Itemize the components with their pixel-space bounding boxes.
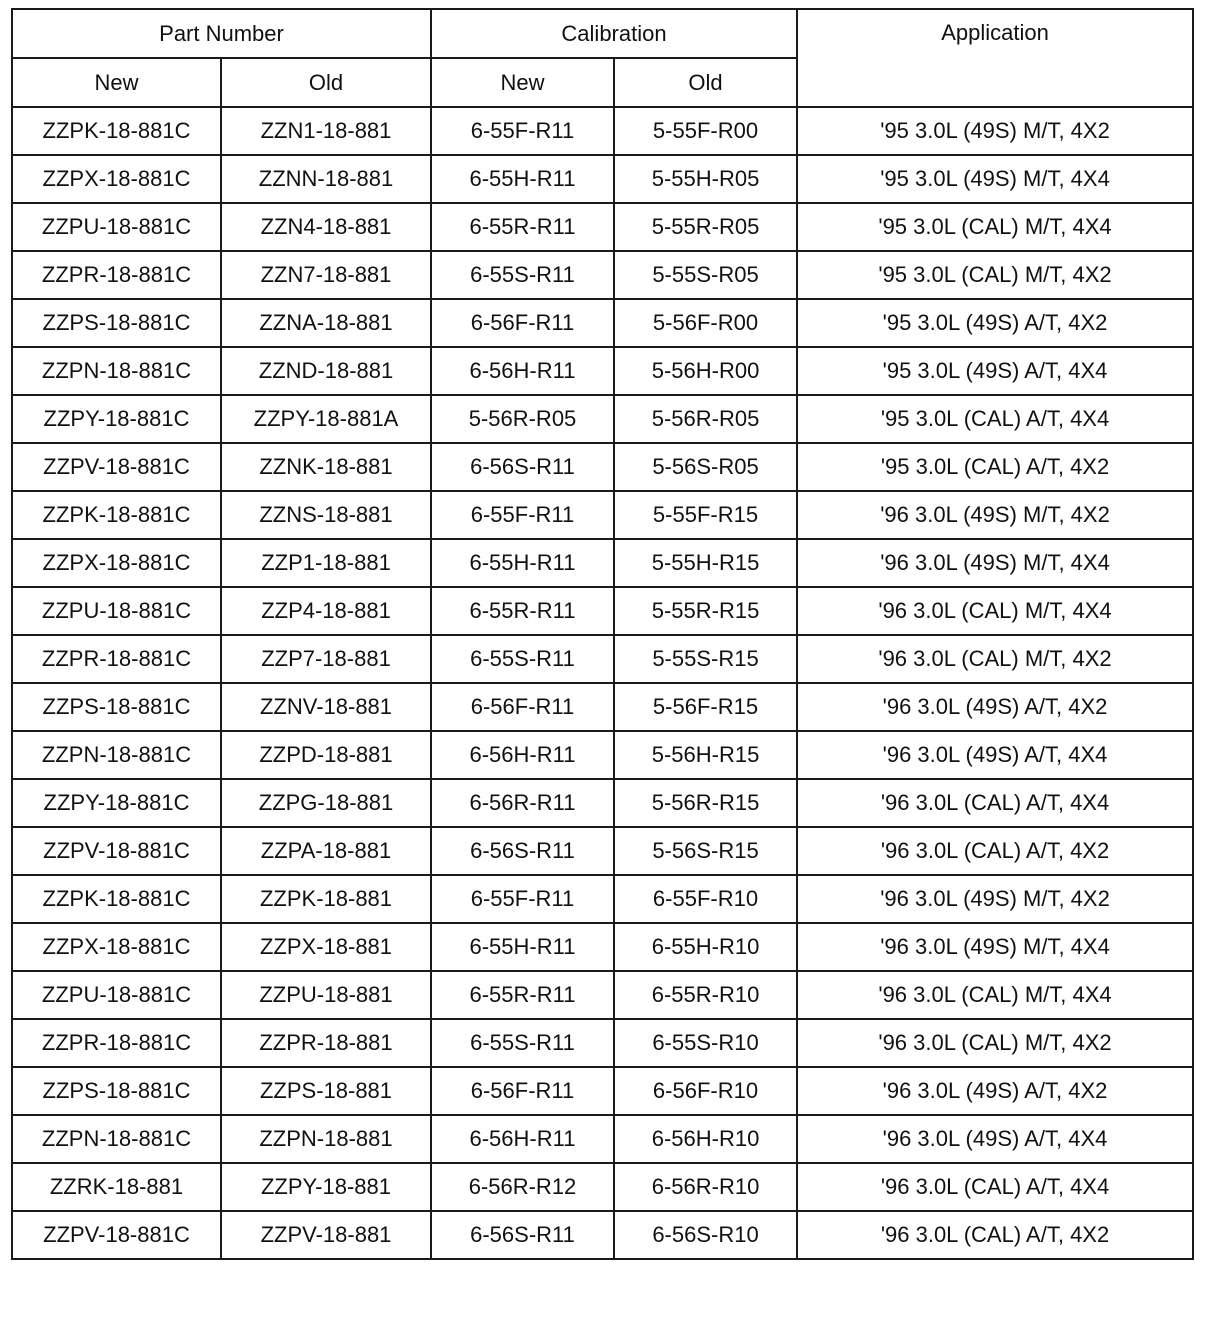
old-calibration-cell: 5-55R-R15: [614, 587, 797, 635]
application-cell: '95 3.0L (49S) A/T, 4X2: [797, 299, 1193, 347]
new-part-number-cell: ZZPY-18-881C: [12, 395, 221, 443]
new-part-number-cell: ZZPS-18-881C: [12, 299, 221, 347]
application-cell: '96 3.0L (49S) A/T, 4X4: [797, 731, 1193, 779]
application-cell: '95 3.0L (49S) M/T, 4X2: [797, 107, 1193, 155]
table-row: [12, 491, 1193, 539]
application-cell: '96 3.0L (49S) M/T, 4X4: [797, 923, 1193, 971]
table-row: [12, 731, 1193, 779]
old-part-number-cell: ZZPU-18-881: [221, 971, 431, 1019]
table-row: [12, 155, 1193, 203]
application-header: Application: [797, 9, 1193, 107]
old-part-number-cell: ZZPY-18-881A: [221, 395, 431, 443]
old-calibration-cell: 5-56H-R15: [614, 731, 797, 779]
new-calibration-cell: 6-55H-R11: [431, 539, 614, 587]
new-calibration-cell: 6-55R-R11: [431, 971, 614, 1019]
table-row: [12, 971, 1193, 1019]
old-calibration-cell: 5-56H-R00: [614, 347, 797, 395]
application-cell: '96 3.0L (CAL) A/T, 4X2: [797, 827, 1193, 875]
old-calibration-cell: 5-56R-R15: [614, 779, 797, 827]
old-calibration-cell: 6-55H-R10: [614, 923, 797, 971]
old-calibration-cell: 5-55S-R15: [614, 635, 797, 683]
table-row: [12, 1211, 1193, 1259]
old-part-number-cell: ZZNS-18-881: [221, 491, 431, 539]
table-row: [12, 1163, 1193, 1211]
new-calibration-cell: 6-56H-R11: [431, 347, 614, 395]
table-row: [12, 107, 1193, 155]
calibration-table: [11, 8, 1194, 1260]
new-calibration-cell: 5-56R-R05: [431, 395, 614, 443]
new-calibration-cell: 6-55H-R11: [431, 923, 614, 971]
old-calibration-cell: 5-56F-R15: [614, 683, 797, 731]
application-cell: '96 3.0L (CAL) M/T, 4X2: [797, 1019, 1193, 1067]
application-cell: '95 3.0L (CAL) M/T, 4X2: [797, 251, 1193, 299]
new-part-number-cell: ZZPR-18-881C: [12, 1019, 221, 1067]
table-row: [12, 347, 1193, 395]
application-cell: '96 3.0L (49S) A/T, 4X4: [797, 1115, 1193, 1163]
old-calibration-cell: 6-55R-R10: [614, 971, 797, 1019]
old-part-number-cell: ZZPA-18-881: [221, 827, 431, 875]
new-part-number-cell: ZZPX-18-881C: [12, 155, 221, 203]
new-calibration-cell: 6-55R-R11: [431, 587, 614, 635]
new-part-number-cell: ZZPN-18-881C: [12, 731, 221, 779]
application-cell: '96 3.0L (49S) M/T, 4X2: [797, 491, 1193, 539]
header-row-top: [12, 9, 1193, 58]
old-part-number-cell: ZZPS-18-881: [221, 1067, 431, 1115]
new-part-number-cell: ZZPK-18-881C: [12, 875, 221, 923]
new-part-number-cell: ZZPK-18-881C: [12, 107, 221, 155]
old-calibration-cell: 5-56R-R05: [614, 395, 797, 443]
old-part-number-cell: ZZPK-18-881: [221, 875, 431, 923]
table-row: [12, 1067, 1193, 1115]
old-part-number-cell: ZZPX-18-881: [221, 923, 431, 971]
old-part-number-cell: ZZNV-18-881: [221, 683, 431, 731]
application-cell: '96 3.0L (CAL) A/T, 4X4: [797, 779, 1193, 827]
table-row: [12, 443, 1193, 491]
new-calibration-cell: 6-55H-R11: [431, 155, 614, 203]
new-part-number-cell: ZZPN-18-881C: [12, 1115, 221, 1163]
old-part-number-cell: ZZN4-18-881: [221, 203, 431, 251]
application-cell: '96 3.0L (CAL) A/T, 4X4: [797, 1163, 1193, 1211]
table-row: [12, 587, 1193, 635]
old-calibration-cell: 5-55H-R15: [614, 539, 797, 587]
table-row: [12, 1115, 1193, 1163]
old-part-number-cell: ZZPG-18-881: [221, 779, 431, 827]
application-cell: '96 3.0L (49S) M/T, 4X2: [797, 875, 1193, 923]
old-part-number-cell: ZZPR-18-881: [221, 1019, 431, 1067]
new-calibration-cell: 6-56H-R11: [431, 1115, 614, 1163]
application-cell: '96 3.0L (CAL) M/T, 4X2: [797, 635, 1193, 683]
part-number-old-header: Old: [221, 58, 431, 107]
old-calibration-cell: 5-55H-R05: [614, 155, 797, 203]
application-cell: '96 3.0L (49S) A/T, 4X2: [797, 1067, 1193, 1115]
new-part-number-cell: ZZPS-18-881C: [12, 683, 221, 731]
old-part-number-cell: ZZNK-18-881: [221, 443, 431, 491]
table-row: [12, 875, 1193, 923]
table-row: [12, 683, 1193, 731]
table-row: [12, 779, 1193, 827]
old-calibration-cell: 5-56S-R05: [614, 443, 797, 491]
application-cell: '96 3.0L (CAL) M/T, 4X4: [797, 587, 1193, 635]
new-part-number-cell: ZZPV-18-881C: [12, 1211, 221, 1259]
table-row: [12, 299, 1193, 347]
calibration-old-header: Old: [614, 58, 797, 107]
old-calibration-cell: 5-55F-R00: [614, 107, 797, 155]
old-calibration-cell: 5-56S-R15: [614, 827, 797, 875]
table-row: [12, 827, 1193, 875]
old-calibration-cell: 5-55F-R15: [614, 491, 797, 539]
table-row: [12, 1019, 1193, 1067]
new-calibration-cell: 6-56F-R11: [431, 1067, 614, 1115]
new-calibration-cell: 6-55S-R11: [431, 1019, 614, 1067]
new-calibration-cell: 6-56S-R11: [431, 443, 614, 491]
application-cell: '95 3.0L (CAL) A/T, 4X4: [797, 395, 1193, 443]
new-part-number-cell: ZZPX-18-881C: [12, 923, 221, 971]
old-part-number-cell: ZZND-18-881: [221, 347, 431, 395]
new-calibration-cell: 6-56R-R12: [431, 1163, 614, 1211]
new-part-number-cell: ZZPX-18-881C: [12, 539, 221, 587]
table-row: [12, 539, 1193, 587]
table-row: [12, 635, 1193, 683]
new-calibration-cell: 6-56F-R11: [431, 683, 614, 731]
old-part-number-cell: ZZPN-18-881: [221, 1115, 431, 1163]
new-part-number-cell: ZZPK-18-881C: [12, 491, 221, 539]
new-part-number-cell: ZZPU-18-881C: [12, 587, 221, 635]
part-number-header: Part Number: [12, 9, 431, 58]
table-row: [12, 251, 1193, 299]
application-cell: '96 3.0L (CAL) M/T, 4X4: [797, 971, 1193, 1019]
old-calibration-cell: 6-55S-R10: [614, 1019, 797, 1067]
part-number-new-header: New: [12, 58, 221, 107]
application-cell: '96 3.0L (49S) M/T, 4X4: [797, 539, 1193, 587]
new-calibration-cell: 6-56R-R11: [431, 779, 614, 827]
old-calibration-cell: 6-56S-R10: [614, 1211, 797, 1259]
old-calibration-cell: 6-56R-R10: [614, 1163, 797, 1211]
new-part-number-cell: ZZPV-18-881C: [12, 827, 221, 875]
old-part-number-cell: ZZN7-18-881: [221, 251, 431, 299]
new-part-number-cell: ZZPR-18-881C: [12, 251, 221, 299]
new-part-number-cell: ZZPS-18-881C: [12, 1067, 221, 1115]
table-header: [12, 9, 1193, 107]
new-calibration-cell: 6-56S-R11: [431, 827, 614, 875]
old-calibration-cell: 5-55S-R05: [614, 251, 797, 299]
application-cell: '96 3.0L (CAL) A/T, 4X2: [797, 1211, 1193, 1259]
new-part-number-cell: ZZPR-18-881C: [12, 635, 221, 683]
new-calibration-cell: 6-55F-R11: [431, 491, 614, 539]
old-part-number-cell: ZZP7-18-881: [221, 635, 431, 683]
application-cell: '95 3.0L (CAL) A/T, 4X2: [797, 443, 1193, 491]
old-part-number-cell: ZZNA-18-881: [221, 299, 431, 347]
application-cell: '95 3.0L (49S) A/T, 4X4: [797, 347, 1193, 395]
new-calibration-cell: 6-56F-R11: [431, 299, 614, 347]
new-calibration-cell: 6-56H-R11: [431, 731, 614, 779]
old-part-number-cell: ZZNN-18-881: [221, 155, 431, 203]
new-calibration-cell: 6-55S-R11: [431, 635, 614, 683]
new-calibration-cell: 6-55S-R11: [431, 251, 614, 299]
table-row: [12, 923, 1193, 971]
old-part-number-cell: ZZP1-18-881: [221, 539, 431, 587]
new-calibration-cell: 6-55F-R11: [431, 875, 614, 923]
new-part-number-cell: ZZPY-18-881C: [12, 779, 221, 827]
old-calibration-cell: 6-56F-R10: [614, 1067, 797, 1115]
old-part-number-cell: ZZPY-18-881: [221, 1163, 431, 1211]
new-calibration-cell: 6-56S-R11: [431, 1211, 614, 1259]
old-part-number-cell: ZZP4-18-881: [221, 587, 431, 635]
new-calibration-cell: 6-55F-R11: [431, 107, 614, 155]
application-cell: '95 3.0L (CAL) M/T, 4X4: [797, 203, 1193, 251]
table-row: [12, 203, 1193, 251]
old-calibration-cell: 5-56F-R00: [614, 299, 797, 347]
document-page: [11, 8, 1194, 1260]
table-body: [12, 107, 1193, 1259]
old-calibration-cell: 6-56H-R10: [614, 1115, 797, 1163]
old-calibration-cell: 6-55F-R10: [614, 875, 797, 923]
calibration-header: Calibration: [431, 9, 797, 58]
application-cell: '96 3.0L (49S) A/T, 4X2: [797, 683, 1193, 731]
old-part-number-cell: ZZPV-18-881: [221, 1211, 431, 1259]
calibration-new-header: New: [431, 58, 614, 107]
new-part-number-cell: ZZPU-18-881C: [12, 971, 221, 1019]
old-part-number-cell: ZZN1-18-881: [221, 107, 431, 155]
old-calibration-cell: 5-55R-R05: [614, 203, 797, 251]
new-part-number-cell: ZZPU-18-881C: [12, 203, 221, 251]
table-row: [12, 395, 1193, 443]
application-cell: '95 3.0L (49S) M/T, 4X4: [797, 155, 1193, 203]
new-part-number-cell: ZZRK-18-881: [12, 1163, 221, 1211]
new-part-number-cell: ZZPN-18-881C: [12, 347, 221, 395]
old-part-number-cell: ZZPD-18-881: [221, 731, 431, 779]
new-part-number-cell: ZZPV-18-881C: [12, 443, 221, 491]
new-calibration-cell: 6-55R-R11: [431, 203, 614, 251]
